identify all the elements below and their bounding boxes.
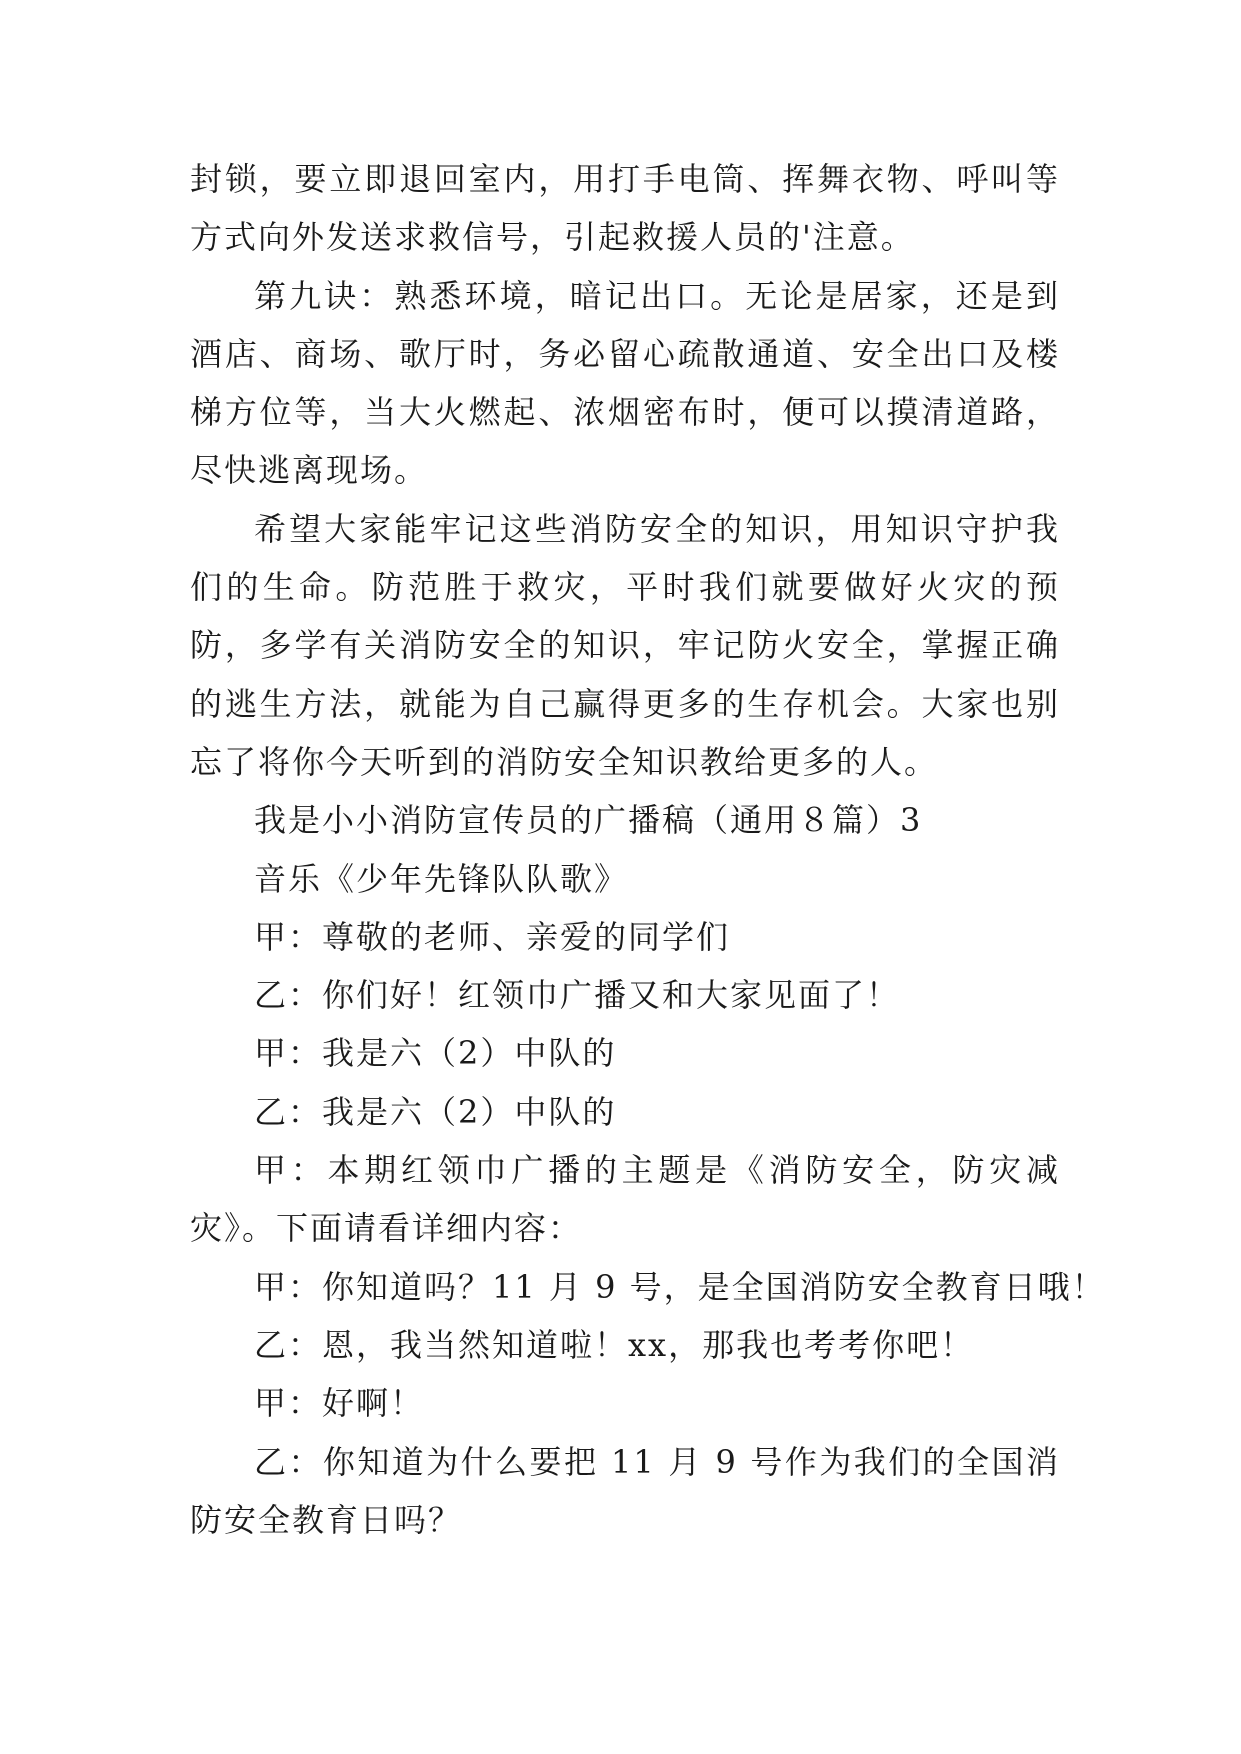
paragraph-music: 音乐《少年先锋队队歌》 <box>254 859 629 898</box>
dialogue-line: 甲：本期红领巾广播的主题是《消防安全，防灾减灾》。下面请看详细内容： <box>190 1151 1060 1248</box>
section-heading: 我是小小消防宣传员的广播稿（通用８篇）3 <box>254 801 923 840</box>
document-body <box>190 150 1106 1549</box>
paragraph-ninth-tip: 第九诀：熟悉环境，暗记出口。无论是居家，还是到酒店、商场、歌厅时，务必留心疏散通道、安全出口及楼梯方位等，当大火燃起、浓烟密布时，便可以摸清道路，尽快逃离现场。 <box>190 276 1060 490</box>
dialogue-line: 乙：恩，我当然知道啦！xx，那我也考考你吧！ <box>254 1325 975 1364</box>
paragraph-closing-remarks: 希望大家能牢记这些消防安全的知识，用知识守护我们的生命。防范胜于救灾，平时我们就要做好火灾的预防，多学有关消防安全的知识，牢记防火安全，掌握正确的逃生方法，就能为自己赢得更多的生存机会。大家也别忘了将你今天听到的消防安全知识教给更多的人。 <box>190 509 1060 781</box>
dialogue-line: 甲：尊敬的老师、亲爱的同学们 <box>254 917 731 956</box>
dialogue-line: 乙：你知道为什么要把 11 月 9 号作为我们的全国消防安全教育日吗？ <box>190 1442 1060 1539</box>
dialogue-line: 乙：我是六（2）中队的 <box>254 1092 617 1131</box>
dialogue-line: 乙：你们好！红领巾广播又和大家见面了！ <box>254 976 901 1015</box>
paragraph-continuation: 封锁，要立即退回室内，用打手电筒、挥舞衣物、呼叫等方式向外发送求救信号，引起救援人员的'注意。 <box>190 160 1060 257</box>
dialogue-line: 甲：好啊！ <box>254 1384 425 1423</box>
dialogue-line: 甲：你知道吗？11 月 9 号，是全国消防安全教育日哦！ <box>254 1267 1106 1306</box>
dialogue-line: 甲：我是六（2）中队的 <box>254 1034 617 1073</box>
